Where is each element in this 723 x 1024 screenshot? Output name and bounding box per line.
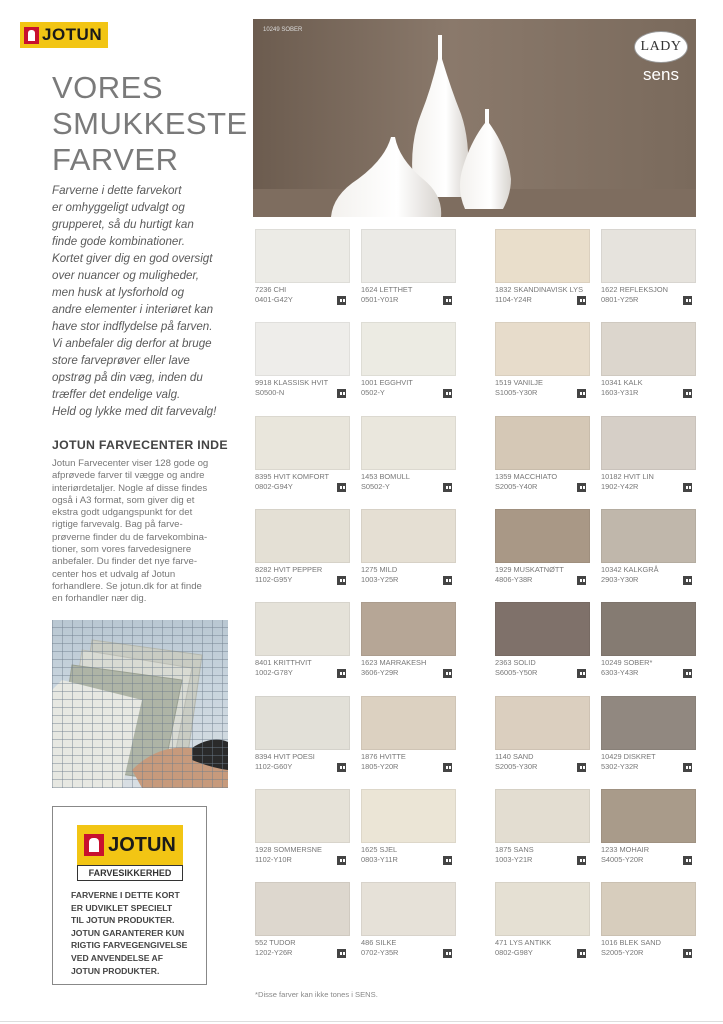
swatch-code-name: 471 LYS ANTIKK	[495, 938, 552, 947]
swatch-label	[361, 752, 456, 771]
qr-code-icon[interactable]	[443, 763, 452, 772]
intro-line: over nuancer og muligheder,	[52, 269, 199, 282]
swatch-ncs: 0702-Y35R	[361, 947, 399, 957]
color-swatch	[361, 882, 456, 936]
qr-code-icon[interactable]	[577, 669, 586, 678]
intro-line: Vi anbefaler dig derfor at bruge	[52, 337, 212, 350]
swatch-label	[601, 285, 696, 304]
safety-line: JOTUN PRODUKTER.	[71, 965, 160, 976]
swatch-ncs: S1005-Y30R	[495, 387, 538, 397]
intro-line: men husk at lysforhold og	[52, 286, 185, 299]
color-swatch	[255, 882, 350, 936]
title-line: SMUKKESTE	[52, 106, 248, 141]
swatch-ncs: 2903-Y30R	[601, 574, 639, 584]
color-swatch	[361, 416, 456, 470]
swatch-code-name: 1359 MACCHIATO	[495, 472, 558, 481]
swatch-ncs: 1202-Y26R	[255, 947, 293, 957]
intro-line: andre elementer i interiøret kan	[52, 303, 214, 316]
swatch-label	[495, 472, 590, 491]
swatch-ncs: S4005-Y20R	[601, 854, 644, 864]
jotun-figure-icon	[24, 27, 39, 44]
swatch-ncs: S2005-Y40R	[495, 481, 538, 491]
color-swatch	[361, 602, 456, 656]
swatch-ncs: 0501-Y01R	[361, 294, 399, 304]
intro-line: træffer det endelige valg.	[52, 388, 181, 401]
body-line: også i A3 format, som giver dig et	[52, 494, 195, 506]
logo-wordmark: JOTUN	[108, 833, 176, 856]
color-swatch	[601, 789, 696, 843]
qr-code-icon[interactable]	[577, 949, 586, 958]
page-title	[52, 70, 248, 178]
swatch-ncs: 6303-Y43R	[601, 667, 639, 677]
farvecenter-heading: JOTUN FARVECENTER INDE	[52, 438, 228, 452]
swatch-label	[601, 752, 696, 771]
qr-code-icon[interactable]	[577, 389, 586, 398]
body-line: prøverne finder du de farvekombina-	[52, 531, 208, 543]
swatch-ncs: S6005-Y50R	[495, 667, 538, 677]
qr-code-icon[interactable]	[683, 763, 692, 772]
footnote: *Disse farver kan ikke tones i SENS.	[255, 990, 378, 999]
intro-line: Farverne i dette farvekort	[52, 184, 182, 197]
qr-code-icon[interactable]	[683, 669, 692, 678]
logo-wordmark: JOTUN	[42, 25, 103, 44]
swatch-ncs: S2005-Y20R	[601, 947, 644, 957]
qr-code-icon[interactable]	[577, 483, 586, 492]
swatch-ncs: 1102-G95Y	[255, 574, 293, 584]
qr-code-icon[interactable]	[443, 669, 452, 678]
color-swatch	[601, 602, 696, 656]
swatch-code-name: 10342 KALKGRÅ	[601, 565, 659, 574]
hero-caption: 10249 SOBER	[263, 27, 303, 33]
color-safety-box	[52, 806, 207, 985]
swatch-label	[495, 378, 590, 397]
color-swatch	[601, 322, 696, 376]
color-swatch	[255, 322, 350, 376]
swatch-code-name: 1275 MILD	[361, 565, 398, 574]
qr-code-icon[interactable]	[577, 763, 586, 772]
swatch-code-name: 1016 BLEK SAND	[601, 938, 661, 947]
swatch-code-name: 2363 SOLID	[495, 658, 536, 667]
swatch-code-name: 8395 HVIT KOMFORT	[255, 472, 330, 481]
swatch-code-name: 1453 BOMULL	[361, 472, 410, 481]
swatch-label	[255, 938, 350, 957]
swatch-label	[495, 752, 590, 771]
swatch-ncs: S0502-Y	[361, 481, 390, 491]
color-swatch	[361, 509, 456, 563]
swatch-code-name: 8401 KRITTHVIT	[255, 658, 312, 667]
color-swatch	[601, 509, 696, 563]
jotun-logo-large	[77, 825, 183, 865]
swatch-ncs: 1003-Y21R	[495, 854, 533, 864]
swatch-label	[361, 565, 456, 584]
safety-line: RIGTIG FARVEGENGIVELSE	[71, 940, 188, 951]
safety-subtitle: FARVESIKKERHED	[77, 865, 183, 881]
swatch-code-name: 7236 CHI	[255, 285, 287, 294]
body-line: interiørdetaljer. Nogle af disse findes	[52, 482, 208, 494]
swatch-ncs: 3606-Y29R	[361, 667, 399, 677]
swatch-label	[255, 658, 350, 677]
jotun-logo	[20, 22, 108, 48]
swatch-code-name: 1832 SKANDINAVISK LYS	[495, 285, 584, 294]
swatch-code-name: 1140 SAND	[495, 752, 534, 761]
swatch-label	[601, 658, 696, 677]
qr-code-icon[interactable]	[337, 576, 346, 585]
swatch-ncs: 0802-G94Y	[255, 481, 293, 491]
swatch-code-name: 1624 LETTHET	[361, 285, 413, 294]
swatch-ncs: S0500-N	[255, 387, 285, 397]
body-line: forhandlere. Se jotun.dk for at finde	[52, 580, 202, 592]
qr-code-icon[interactable]	[683, 949, 692, 958]
qr-code-icon[interactable]	[577, 296, 586, 305]
qr-code-icon[interactable]	[337, 763, 346, 772]
swatch-ncs: 1102-Y10R	[255, 854, 292, 864]
qr-code-icon[interactable]	[683, 576, 692, 585]
swatch-code-name: 1001 EGGHVIT	[361, 378, 413, 387]
qr-code-icon[interactable]	[683, 856, 692, 865]
color-swatch	[255, 229, 350, 283]
swatch-ncs: 0801-Y25R	[601, 294, 639, 304]
qr-code-icon[interactable]	[443, 296, 452, 305]
color-swatch	[255, 789, 350, 843]
swatch-label	[255, 378, 350, 397]
qr-code-icon[interactable]	[443, 483, 452, 492]
swatch-code-name: 1625 SJEL	[361, 845, 398, 854]
body-line: center hos et udvalg af Jotun	[52, 568, 176, 580]
swatch-label	[601, 565, 696, 584]
color-swatch	[601, 229, 696, 283]
swatch-label	[495, 285, 590, 304]
safety-line: JOTUN GARANTERER KUN	[71, 927, 185, 938]
lady-sens-badge	[633, 31, 689, 91]
swatch-ncs: 5302-Y32R	[601, 761, 639, 771]
color-swatch	[255, 602, 350, 656]
intro-line: er omhyggeligt udvalgt og	[52, 201, 185, 214]
swatch-code-name: 1928 SOMMERSNE	[255, 845, 322, 854]
qr-code-icon[interactable]	[577, 856, 586, 865]
swatch-label	[495, 565, 590, 584]
swatch-code-name: 1875 SANS	[495, 845, 534, 854]
bottom-divider	[0, 1021, 723, 1022]
jotun-figure-icon	[84, 834, 104, 856]
swatch-ncs: 1805-Y20R	[361, 761, 399, 771]
swatch-code-name: 10341 KALK	[601, 378, 643, 387]
color-swatch	[495, 322, 590, 376]
safety-line: ER UDVIKLET SPECIELT	[71, 902, 173, 913]
color-swatch	[601, 882, 696, 936]
swatch-code-name: 1233 MOHAIR	[601, 845, 650, 854]
swatch-code-name: 1519 VANILJE	[495, 378, 543, 387]
color-cards-photo	[52, 620, 228, 788]
lady-badge-text: LADY	[634, 31, 688, 63]
swatch-label	[495, 938, 590, 957]
qr-code-icon[interactable]	[683, 389, 692, 398]
body-line: Jotun Farvecenter viser 128 gode og	[52, 458, 209, 469]
swatch-label	[255, 752, 350, 771]
swatch-code-name: 8394 HVIT POESI	[255, 752, 315, 761]
qr-code-icon[interactable]	[337, 949, 346, 958]
swatch-ncs: 1902-Y42R	[601, 481, 639, 491]
safety-line: VED ANVENDELSE AF	[71, 952, 163, 963]
qr-code-icon[interactable]	[683, 296, 692, 305]
color-swatch	[255, 416, 350, 470]
swatch-label	[361, 658, 456, 677]
swatch-code-name: 552 TUDOR	[255, 938, 296, 947]
swatch-label	[255, 565, 350, 584]
swatch-code-name: 8282 HVIT PEPPER	[255, 565, 323, 574]
swatch-ncs: 1002-G78Y	[255, 667, 293, 677]
swatch-label	[361, 845, 456, 864]
body-line: en forhandler nær dig.	[52, 593, 147, 605]
swatch-ncs: S2005-Y30R	[495, 761, 538, 771]
swatch-ncs: 0803-Y11R	[361, 854, 398, 864]
intro-line: grupperet, så du hurtigt kan	[52, 218, 194, 231]
color-swatch	[601, 696, 696, 750]
color-swatch	[361, 696, 456, 750]
title-line: FARVER	[52, 142, 179, 177]
swatch-ncs: 1003-Y25R	[361, 574, 399, 584]
swatch-ncs: 0401-G42Y	[255, 294, 293, 304]
body-line: ekstra godt udgangspunkt for det	[52, 507, 193, 519]
swatch-label	[255, 845, 350, 864]
color-swatch	[495, 696, 590, 750]
color-swatch	[601, 416, 696, 470]
color-swatch	[495, 509, 590, 563]
qr-code-icon[interactable]	[337, 296, 346, 305]
swatch-code-name: 10249 SOBER*	[601, 658, 653, 667]
qr-code-icon[interactable]	[683, 483, 692, 492]
color-swatch	[255, 696, 350, 750]
farvecenter-paragraph	[52, 458, 230, 606]
intro-line: opstrøg på din væg, inden du	[52, 371, 203, 384]
swatch-ncs: 0502-Y	[361, 387, 385, 397]
body-line: anbefaler. Du finder det nye farve-	[52, 556, 198, 568]
color-swatch	[255, 509, 350, 563]
title-line: VORES	[52, 70, 164, 105]
swatch-label	[495, 658, 590, 677]
swatch-code-name: 486 SILKE	[361, 938, 397, 947]
qr-code-icon[interactable]	[337, 856, 346, 865]
swatch-code-name: 10182 HVIT LIN	[601, 472, 654, 481]
swatch-label	[495, 845, 590, 864]
safety-line: FARVERNE I DETTE KORT	[71, 890, 180, 900]
color-swatch	[495, 416, 590, 470]
swatch-label	[361, 938, 456, 957]
qr-code-icon[interactable]	[337, 389, 346, 398]
swatch-code-name: 1876 HVITTE	[361, 752, 406, 761]
vases-illustration	[253, 19, 696, 217]
swatch-ncs: 1102-G60Y	[255, 761, 293, 771]
swatch-code-name: 1622 REFLEKSJON	[601, 285, 668, 294]
color-swatch	[495, 789, 590, 843]
swatch-code-name: 1929 MUSKATNØTT	[495, 565, 564, 574]
intro-line: have stor indflydelse på farven.	[52, 320, 213, 333]
color-swatch	[495, 882, 590, 936]
swatch-label	[361, 472, 456, 491]
swatch-label	[361, 285, 456, 304]
qr-code-icon[interactable]	[443, 856, 452, 865]
swatch-code-name: 1623 MARRAKESH	[361, 658, 427, 667]
qr-code-icon[interactable]	[443, 389, 452, 398]
swatch-label	[255, 472, 350, 491]
safety-text	[71, 889, 196, 977]
body-line: tioner, som vores farvedesignere	[52, 544, 192, 556]
color-swatch	[361, 229, 456, 283]
color-swatch	[495, 229, 590, 283]
qr-code-icon[interactable]	[577, 576, 586, 585]
color-swatch	[361, 322, 456, 376]
hero-image	[253, 19, 696, 217]
swatch-label	[255, 285, 350, 304]
qr-code-icon[interactable]	[443, 949, 452, 958]
qr-code-icon[interactable]	[337, 483, 346, 492]
intro-line: finde gode kombinationer.	[52, 235, 185, 248]
swatch-code-name: 9918 KLASSISK HVIT	[255, 378, 329, 387]
swatch-label	[601, 845, 696, 864]
intro-line: store farveprøver eller lave	[52, 354, 190, 367]
swatch-label	[601, 938, 696, 957]
swatch-ncs: 1603-Y31R	[601, 387, 639, 397]
qr-code-icon[interactable]	[443, 576, 452, 585]
swatch-label	[601, 378, 696, 397]
swatch-code-name: 10429 DISKRET	[601, 752, 656, 761]
body-line: afprøvede farver til vægge og andre	[52, 470, 205, 482]
swatch-ncs: 1104-Y24R	[495, 294, 532, 304]
swatch-ncs: 4806-Y38R	[495, 574, 533, 584]
swatch-label	[361, 378, 456, 397]
color-swatch	[495, 602, 590, 656]
intro-line: Kortet giver dig en god oversigt	[52, 252, 213, 265]
body-line: rigtige farvevalg. Bag på farve-	[52, 519, 183, 531]
intro-line: Held og lykke med dit farvevalg!	[52, 405, 217, 418]
qr-code-icon[interactable]	[337, 669, 346, 678]
swatch-ncs: 0802-G98Y	[495, 947, 533, 957]
intro-paragraph	[52, 182, 234, 420]
safety-line: TIL JOTUN PRODUKTER.	[71, 915, 175, 926]
color-swatch	[361, 789, 456, 843]
sens-badge-text: sens	[643, 65, 679, 84]
swatch-label	[601, 472, 696, 491]
